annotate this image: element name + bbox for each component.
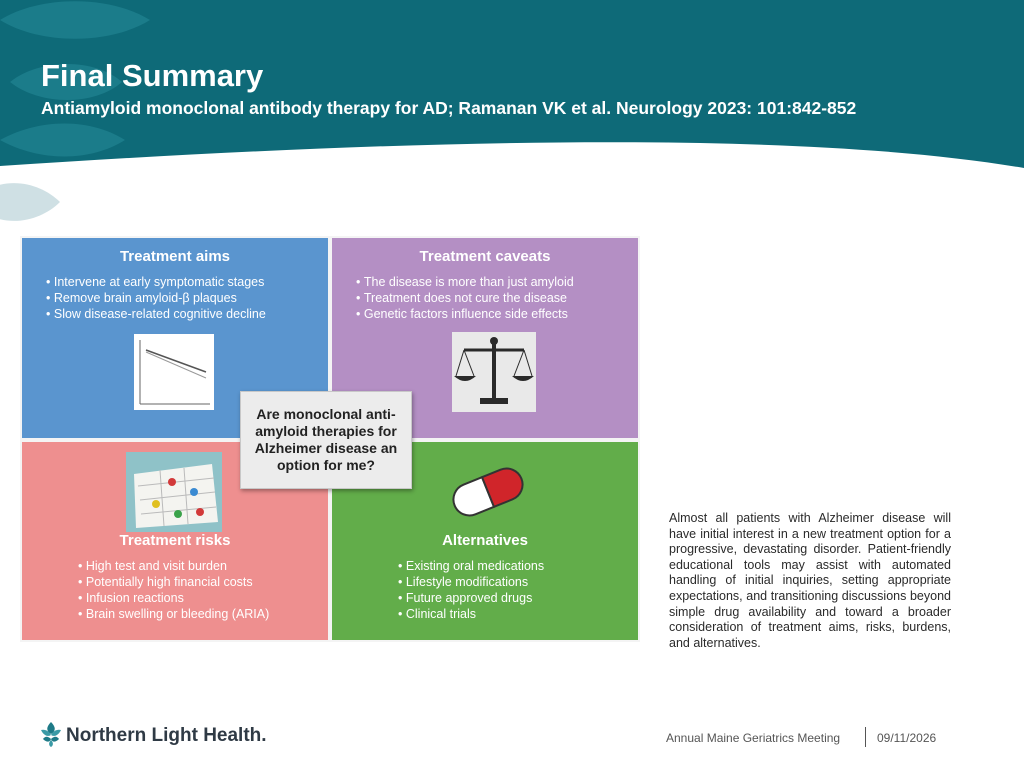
summary-figure [20, 236, 640, 642]
caveats-list [356, 274, 574, 322]
footer-divider [865, 727, 866, 747]
aims-list [46, 274, 266, 322]
list-item: • Genetic factors influence side effects [356, 306, 574, 322]
capsule-icon [440, 460, 536, 524]
panel-title: Treatment aims [119, 248, 231, 265]
center-question-box: Are monoclonal anti-amyloid therapies for Alzheimer disease an option for me? [240, 391, 412, 489]
footer-date: 09/11/2026 [877, 731, 937, 745]
alternatives-list [398, 558, 544, 622]
list-item: • Remove brain amyloid-β plaques [46, 290, 266, 306]
balance-scale-icon [452, 332, 536, 412]
list-item: • The disease is more than just amyloid [356, 274, 574, 290]
list-item: • Slow disease-related cognitive decline [46, 306, 266, 322]
list-item: • High test and visit burden [78, 558, 269, 574]
list-item: • Treatment does not cure the disease [356, 290, 574, 306]
calendar-pins-icon [126, 452, 222, 532]
list-item: • Lifestyle modifications [398, 574, 544, 590]
decline-graph-icon [134, 334, 214, 410]
list-item: • Future approved drugs [398, 590, 544, 606]
panel-title: Alternatives [442, 532, 528, 549]
list-item: • Infusion reactions [78, 590, 269, 606]
list-item: • Clinical trials [398, 606, 544, 622]
panel-title: Treatment caveats [419, 248, 551, 265]
list-item: • Existing oral medications [398, 558, 544, 574]
list-item: • Intervene at early symptomatic stages [46, 274, 266, 290]
summary-paragraph: Almost all patients with Alzheimer disease will have initial interest in a new treatment option for a progressive, devastating disorder. Patient-friendly educational tools may assist with automated handling of initial inquiries, setting appropriate expectations, and transitioning discussions beyond simple drug availability and toward a broader consideration of treatment aims, risks, burdens, and alternatives. [669, 511, 951, 650]
list-item: • Potentially high financial costs [78, 574, 269, 590]
organization-logo: Northern Light Health. [66, 725, 267, 746]
slide-title: Final Summary [41, 58, 264, 93]
header-banner [0, 0, 1024, 240]
footer-meeting-name: Annual Maine Geriatrics Meeting [666, 731, 841, 745]
pinecone-logo-icon [40, 721, 62, 747]
list-item: • Brain swelling or bleeding (ARIA) [78, 606, 269, 622]
panel-title: Treatment risks [119, 532, 231, 549]
risks-list [78, 558, 269, 622]
slide-subtitle: Antiamyloid monoclonal antibody therapy for AD; Ramanan VK et al. Neurology 2023: 101:842-852 [41, 98, 857, 118]
